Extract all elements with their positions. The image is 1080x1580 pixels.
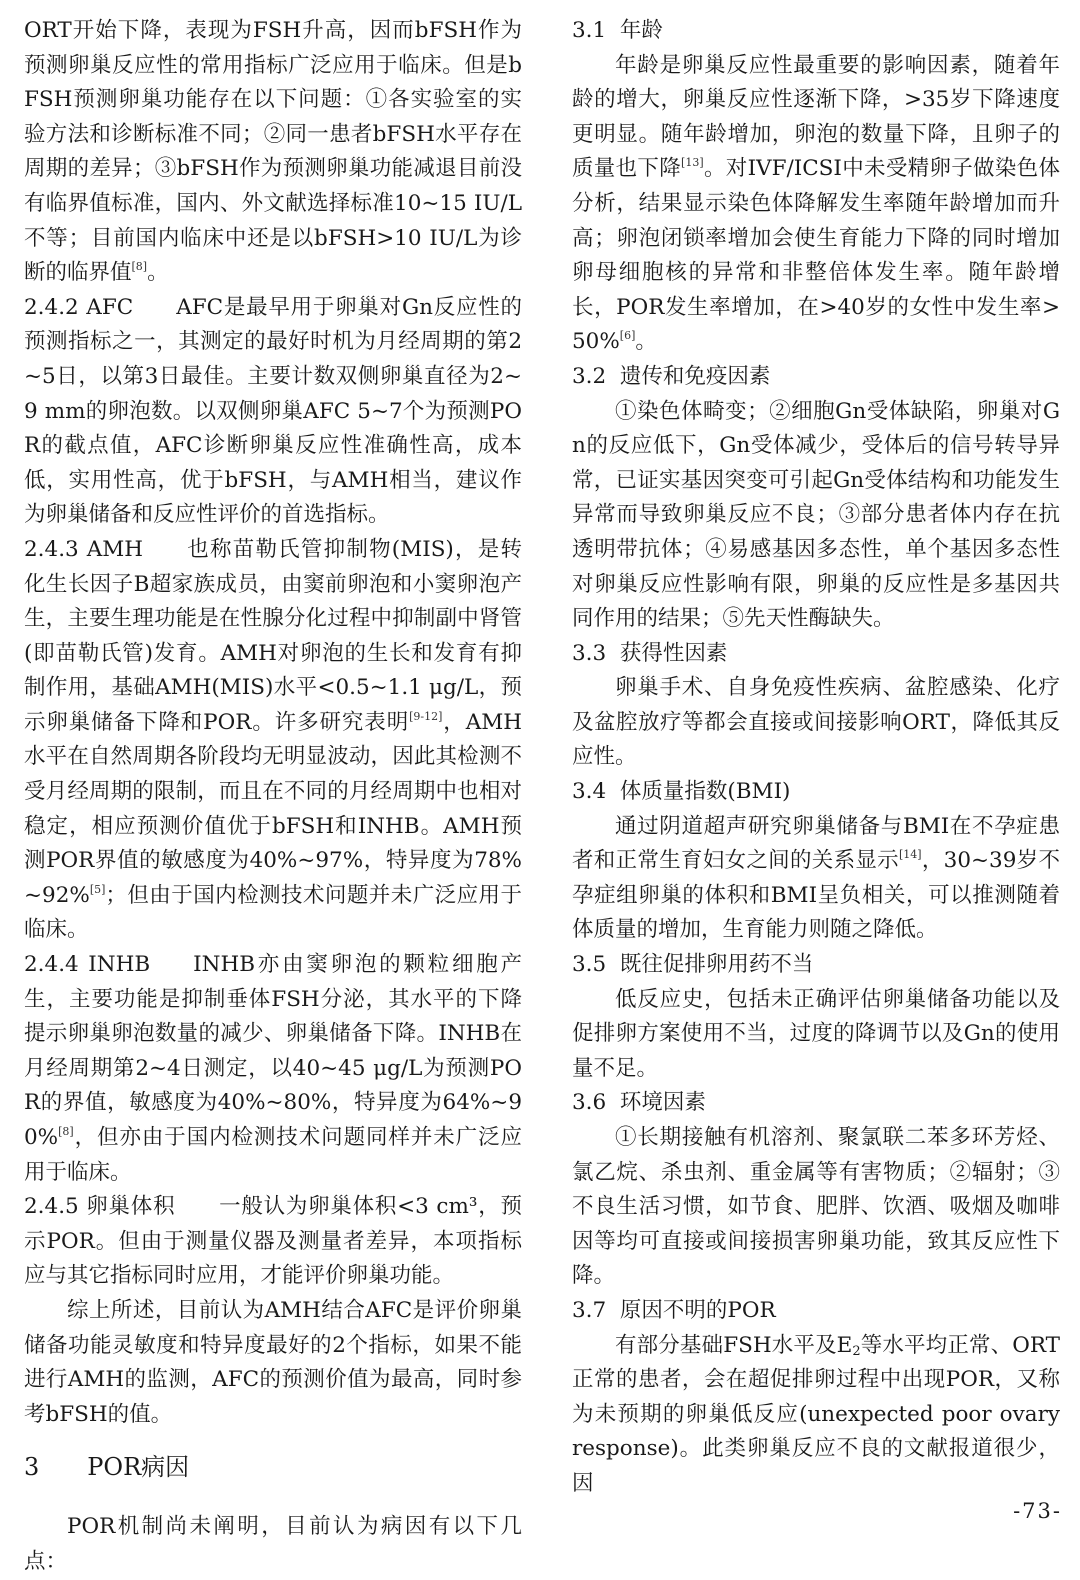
paragraph-unknown-cause	[572, 1329, 1060, 1502]
subsection-heading: 2.4.3 AMH	[24, 536, 144, 562]
text: 。	[147, 260, 169, 286]
text: ；但由于国内检测技术问题并未广泛应用于临床。	[24, 882, 522, 943]
right-column	[572, 14, 1060, 1502]
text: ORT开始下降，表现为FSH升高，因而bFSH作为预测卵巢反应性的常用指标广泛应用于临床。但是bFSH预测卵巢功能存在以下问题：①各实验室的实验方法和诊断标准不同；②同一患者bFSH水平存在周期的差异；③bFSH作为预测卵巢功能减退目前没有临界值标准，国内、外文献选择标准10~15 IU/L不等；目前国内临床中还是以bFSH>10 IU/L为诊断的临界值	[24, 18, 522, 286]
text: ，但亦由于国内检测技术问题同样并未广泛应用于临床。	[24, 1125, 522, 1185]
paragraph-por-intro: POR机制尚未阐明，目前认为病因有以下几点：	[24, 1514, 522, 1574]
text: 等水平均正常、ORT正常的患者，会在超促排卵过程中出现POR，又称为未预期的卵巢低反应(unexpected poor ovary response)。此类卵巢反应不良的文献报道很少，因	[572, 1332, 1061, 1496]
subsection-heading-3-7: 3.7 原因不明的POR	[572, 1297, 776, 1323]
section-number: 3	[24, 1453, 40, 1482]
left-column	[24, 14, 522, 1580]
paragraph-bmi	[572, 810, 1060, 948]
text: 。对IVF/ICSI中未受精卵子做染色体分析，结果显示染色体降解发生率随年龄增加而升高；卵泡闭锁率增加会使生育能力下降的同时增加卵母细胞核的异常和非整倍体发生率。随年龄增长，POR发生率增加，在>40岁的女性中发生率>50%	[572, 156, 1060, 355]
subsection-heading-3-3: 3.3 获得性因素	[572, 640, 728, 666]
paragraph-afc	[24, 291, 522, 533]
text: 。	[635, 329, 657, 355]
text: ，AMH水平在自然周期各阶段均无明显波动，因此其检测不受月经周期的限制，而且在不同的月经周期中也相对稳定，相应预测价值优于bFSH和INHB。AMH预测POR界值的敏感度为40%~97%，特异度为78%~92%	[24, 709, 522, 908]
text: 一般认为卵巢体积<3 cm³，预示POR。但由于测量仪器及测量者差异，本项指标应与其它指标同时应用，才能评价卵巢功能。	[24, 1194, 522, 1289]
text: 也称苗勒氏管抑制物(MIS)，是转化生长因子B超家族成员，由窦前卵泡和小窦卵泡产生，主要生理功能是在性腺分化过程中抑制副中肾管(即苗勒氏管)发育。AMH对卵泡的生长和发育有抑制作用，基础AMH(MIS)水平<0.5~1.1 μg/L，预示卵巢储备下降和POR。许多研究表明	[24, 536, 522, 735]
paragraph-inhb	[24, 948, 522, 1190]
subsection-heading-3-6: 3.6 环境因素	[572, 1090, 706, 1116]
paragraph-age	[572, 49, 1060, 360]
citation: [8]	[131, 260, 148, 274]
subsection-heading: 2.4.4 INHB	[24, 952, 151, 978]
subsection-heading-3-4: 3.4 体质量指数(BMI)	[572, 779, 791, 805]
subsection-heading: 2.4.2 AFC	[24, 294, 134, 320]
paragraph-medication: 低反应史，包括未正确评估卵巢储备功能以及促排卵方案使用不当，过度的降调节以及Gn的使用量不足。	[572, 986, 1060, 1081]
paragraph-summary: 综上所述，目前认为AMH结合AFC是评价卵巢储备功能灵敏度和特异度最好的2个指标，如果不能进行AMH的监测，AFC的预测价值为最高，同时参考bFSH的值。	[24, 1297, 522, 1427]
paragraph-bfsh-continued	[24, 14, 522, 291]
paragraph-amh	[24, 533, 522, 948]
text: 年龄是卵巢反应性最重要的影响因素，随着年龄的增大，卵巢反应性逐渐下降，>35岁下降速度更明显。随年龄增加，卵泡的数量下降，且卵子的质量也下降	[572, 52, 1060, 182]
text: ，30~39岁不孕症组卵巢的体积和BMI呈负相关，可以推测随着体质量的增加，生育能力则随之降低。	[572, 848, 1060, 943]
section-title: POR病因	[87, 1453, 190, 1482]
text: 通过阴道超声研究卵巢储备与BMI在不孕症患者和正常生育妇女之间的关系显示	[572, 813, 1060, 874]
citation: [14]	[898, 848, 922, 862]
subsection-heading-3-5: 3.5 既往促排卵用药不当	[572, 952, 814, 978]
paragraph-genetic-immune: ①染色体畸变；②细胞Gn受体缺陷，卵巢对Gn的反应低下，Gn受体减少，受体后的信号转导异常，已证实基因突变可引起Gn受体结构和功能发生异常而导致卵巢反应不良；③部分患者体内存在抗透明带抗体；④易感基因多态性，单个基因多态性对卵巢反应性影响有限，卵巢的反应性是多基因共同作用的结果；⑤先天性酶缺失。	[572, 398, 1060, 632]
citation: [9-12]	[409, 709, 443, 723]
text: INHB亦由窦卵泡的颗粒细胞产生，主要功能是抑制垂体FSH分泌，其水平的下降提示卵巢卵泡数量的减少、卵巢储备下降。INHB在月经周期第2~4日测定，以40~45 μg/L为预测POR的界值，敏感度为40%~80%，特异度为64%~90%	[24, 952, 522, 1150]
page-number: -73-	[1013, 1499, 1062, 1523]
paragraph-acquired: 卵巢手术、自身免疫性疾病、盆腔感染、化疗及盆腔放疗等都会直接或间接影响ORT，降低其反应性。	[572, 675, 1060, 770]
subscript: 2	[852, 1343, 861, 1359]
subsection-heading-3-2: 3.2 遗传和免疫因素	[572, 363, 771, 389]
citation: [5]	[89, 882, 106, 896]
text: AFC是最早用于卵巢对Gn反应性的预测指标之一，其测定的最好时机为月经周期的第2~5日，以第3日最佳。主要计数双侧卵巢直径为2~9 mm的卵泡数。以双侧卵巢AFC 5~7个为预测POR的截点值，AFC诊断卵巢反应性准确性高，成本低，实用性高，优于bFSH，与AMH相当，建议作为卵巢储备和反应性评价的首选指标。	[24, 294, 523, 528]
citation: [6]	[619, 329, 636, 343]
citation: [13]	[681, 156, 704, 170]
text: 有部分基础FSH水平及E	[615, 1332, 853, 1358]
paragraph-environment: ①长期接触有机溶剂、聚氯联二苯多环芳烃、氯乙烷、杀虫剂、重金属等有害物质；②辐射；③不良生活习惯，如节食、肥胖、饮酒、吸烟及咖啡因等均可直接或间接损害卵巢功能，致其反应性下降。	[572, 1125, 1060, 1289]
section-heading-3	[24, 1450, 522, 1484]
subsection-heading-3-1: 3.1 年龄	[572, 18, 663, 43]
subsection-heading: 2.4.5 卵巢体积	[24, 1194, 176, 1220]
citation: [8]	[58, 1125, 74, 1138]
paragraph-ovary-volume	[24, 1190, 522, 1294]
